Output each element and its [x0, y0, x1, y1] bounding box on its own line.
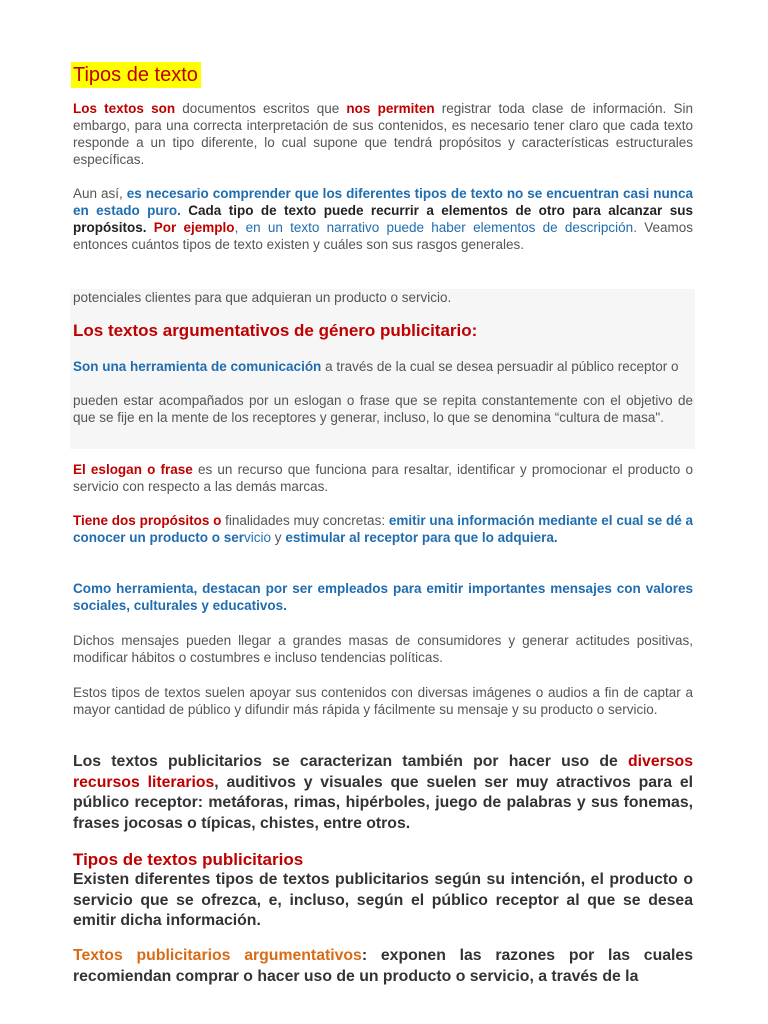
types-heading: Tipos de textos publicitarios [73, 850, 304, 869]
highlight-text: Por ejemplo [146, 220, 235, 235]
body-text: : [361, 947, 368, 964]
highlight-text: Cada tipo de texto puede recurrir a elementos de otro para alcanzar sus propósitos. [73, 203, 693, 235]
arg-paragraph-2 [73, 461, 693, 495]
body-text: registrar toda clase de información. Sin embargo, para una correcta interpretación de sus contenidos, es necesario tener claro que cada texto responde a un tipo diferente, lo cual supone que tendrá propósitos y características estructurales específicas. [73, 101, 693, 167]
literary-resources-paragraph [73, 752, 693, 834]
body-text: , auditivos y visuales que suelen ser muy atractivos para el público receptor: metáforas, rimas, hipérboles, juego de palabras y sus fonemas, frases jocosas o típicas, chistes, entre otros. [73, 773, 693, 832]
page-title: Tipos de texto [71, 62, 201, 88]
arg-paragraph-6: Estos tipos de textos suelen apoyar sus contenidos con diversas imágenes o audios a fin de captar a mayor cantidad de público y difundir más rápida y fácilmente su mensaje y su producto o servicio. [73, 685, 693, 717]
highlight-text: es necesario comprender que los diferentes tipos de texto no se encuentran casi nunca en estado puro. [73, 186, 693, 218]
body-text: y [271, 530, 286, 545]
highlight-text: , en un texto narrativo puede haber elementos de descripción [234, 220, 634, 235]
intro-paragraph-2 [73, 185, 693, 253]
body-text: . Veamos entonces cuántos tipos de texto existen y cuáles son sus rasgos generales. [73, 220, 693, 252]
arg-paragraph-1b: pueden estar acompañados por un eslogan o frase que se repita constantemente con el objetivo de que se fije en la mente de los receptores y generar, incluso, lo que se denomina “cultura de masa". [73, 393, 693, 425]
body-text: finalidades muy concretas: [221, 513, 389, 528]
arg-paragraph-4: Como herramienta, destacan por ser empleados para emitir importantes mensajes con valores sociales, culturales y educativos. [73, 581, 693, 613]
highlight-text: Textos publicitarios argumentativos [73, 947, 362, 964]
intro-paragraph-1 [73, 100, 693, 168]
highlight-text: Los textos son [73, 101, 176, 116]
highlight-text: Son una herramienta de comunicación [73, 359, 322, 374]
highlight-text: estimular al receptor para que lo adquiera. [285, 530, 558, 545]
highlight-text: vicio [244, 530, 272, 545]
arg-paragraph-1a [73, 358, 693, 375]
highlight-text: diversos recursos literarios [73, 753, 693, 791]
fragment-line: potenciales clientes para que adquieran un producto o servicio. [73, 290, 452, 305]
arg-paragraph-3 [73, 512, 693, 546]
arg-paragraph-5: Dichos mensajes pueden llegar a grandes masas de consumidores y generar actitudes positivas, modificar hábitos o costumbres e incluso tendencias políticas. [73, 633, 693, 665]
highlight-text: nos permiten [346, 101, 435, 116]
body-text: Aun así, [73, 186, 127, 201]
highlight-text: emitir una información mediante el cual se dé a conocer un producto o ser [73, 513, 693, 545]
argumentative-heading: Los textos argumentativos de género publicitario: [73, 321, 478, 340]
body-text: Los textos publicitarios se caracterizan también por hacer uso de [73, 753, 629, 770]
highlight-text: El eslogan o frase [73, 462, 193, 477]
highlight-text: Tiene dos propósitos o [73, 513, 222, 528]
argumentative-ads-paragraph [73, 946, 693, 987]
body-text: documentos escritos que [175, 101, 347, 116]
body-text: a través de la cual se desea persuadir al público receptor o [321, 359, 679, 374]
types-paragraph: Existen diferentes tipos de textos publicitarios según su intención, el producto o servicio que se ofrezca, e, incluso, según el público receptor al que se desea emitir dicha información. [73, 871, 693, 929]
body-text: es un recurso que funciona para resaltar, identificar y promocionar el producto o servicio con respecto a las demás marcas. [73, 462, 693, 494]
body-text: exponen las razones por las cuales recomiendan comprar o hacer uso de un producto o servicio, a través de la [73, 947, 693, 985]
